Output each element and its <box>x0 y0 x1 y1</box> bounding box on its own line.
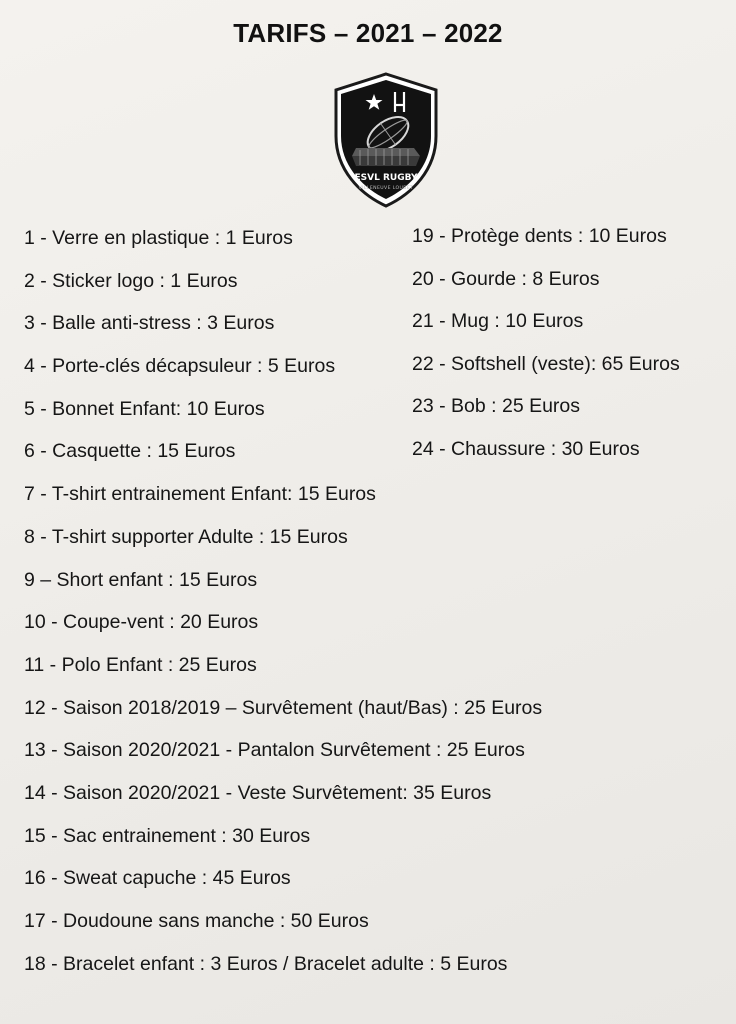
club-logo <box>330 70 442 210</box>
price-item: 14 - Saison 2020/2021 - Veste Survêtement: 35 Euros <box>24 781 492 804</box>
price-item: 18 - Bracelet enfant : 3 Euros / Bracelet adulte : 5 Euros <box>24 952 508 975</box>
price-item: 7 - T-shirt entrainement Enfant: 15 Euros <box>24 483 376 506</box>
price-item: 6 - Casquette : 15 Euros <box>24 440 236 463</box>
stadium-icon <box>352 148 420 166</box>
price-item: 4 - Porte-clés décapsuleur : 5 Euros <box>24 355 336 378</box>
price-item: 5 - Bonnet Enfant: 10 Euros <box>24 397 265 420</box>
price-item: 13 - Saison 2020/2021 - Pantalon Survêtement : 25 Euros <box>24 739 525 762</box>
price-item: 17 - Doudoune sans manche : 50 Euros <box>24 910 369 932</box>
price-item: 16 - Sweat capuche : 45 Euros <box>24 867 291 890</box>
page-title: TARIFS – 2021 – 2022 <box>233 18 503 48</box>
price-item: 22 - Softshell (veste): 65 Euros <box>412 352 680 375</box>
logo-name-text: ESVL RUGBY <box>354 173 418 183</box>
price-item: 3 - Balle anti-stress : 3 Euros <box>24 312 275 335</box>
price-item: 21 - Mug : 10 Euros <box>412 310 584 332</box>
price-item: 24 - Chaussure : 30 Euros <box>412 437 640 460</box>
price-item: 20 - Gourde : 8 Euros <box>412 267 600 290</box>
shield-icon <box>330 70 442 210</box>
price-item: 12 - Saison 2018/2019 – Survêtement (haut/Bas) : 25 Euros <box>24 696 543 719</box>
price-item: 10 - Coupe-vent : 20 Euros <box>24 611 259 634</box>
price-list-right <box>412 222 680 477</box>
price-item: 19 - Protège dents : 10 Euros <box>412 225 667 247</box>
logo-subtitle-text: VILLENEUVE LOUBET <box>358 186 414 191</box>
price-item: 9 – Short enfant : 15 Euros <box>24 568 258 591</box>
price-item: 1 - Verre en plastique : 1 Euros <box>24 227 293 249</box>
price-item: 11 - Polo Enfant : 25 Euros <box>24 653 257 676</box>
price-item: 2 - Sticker logo : 1 Euros <box>24 269 238 292</box>
price-item: 15 - Sac entrainement : 30 Euros <box>24 824 311 847</box>
price-item: 8 - T-shirt supporter Adulte : 15 Euros <box>24 525 348 548</box>
price-item: 23 - Bob : 25 Euros <box>412 395 581 417</box>
